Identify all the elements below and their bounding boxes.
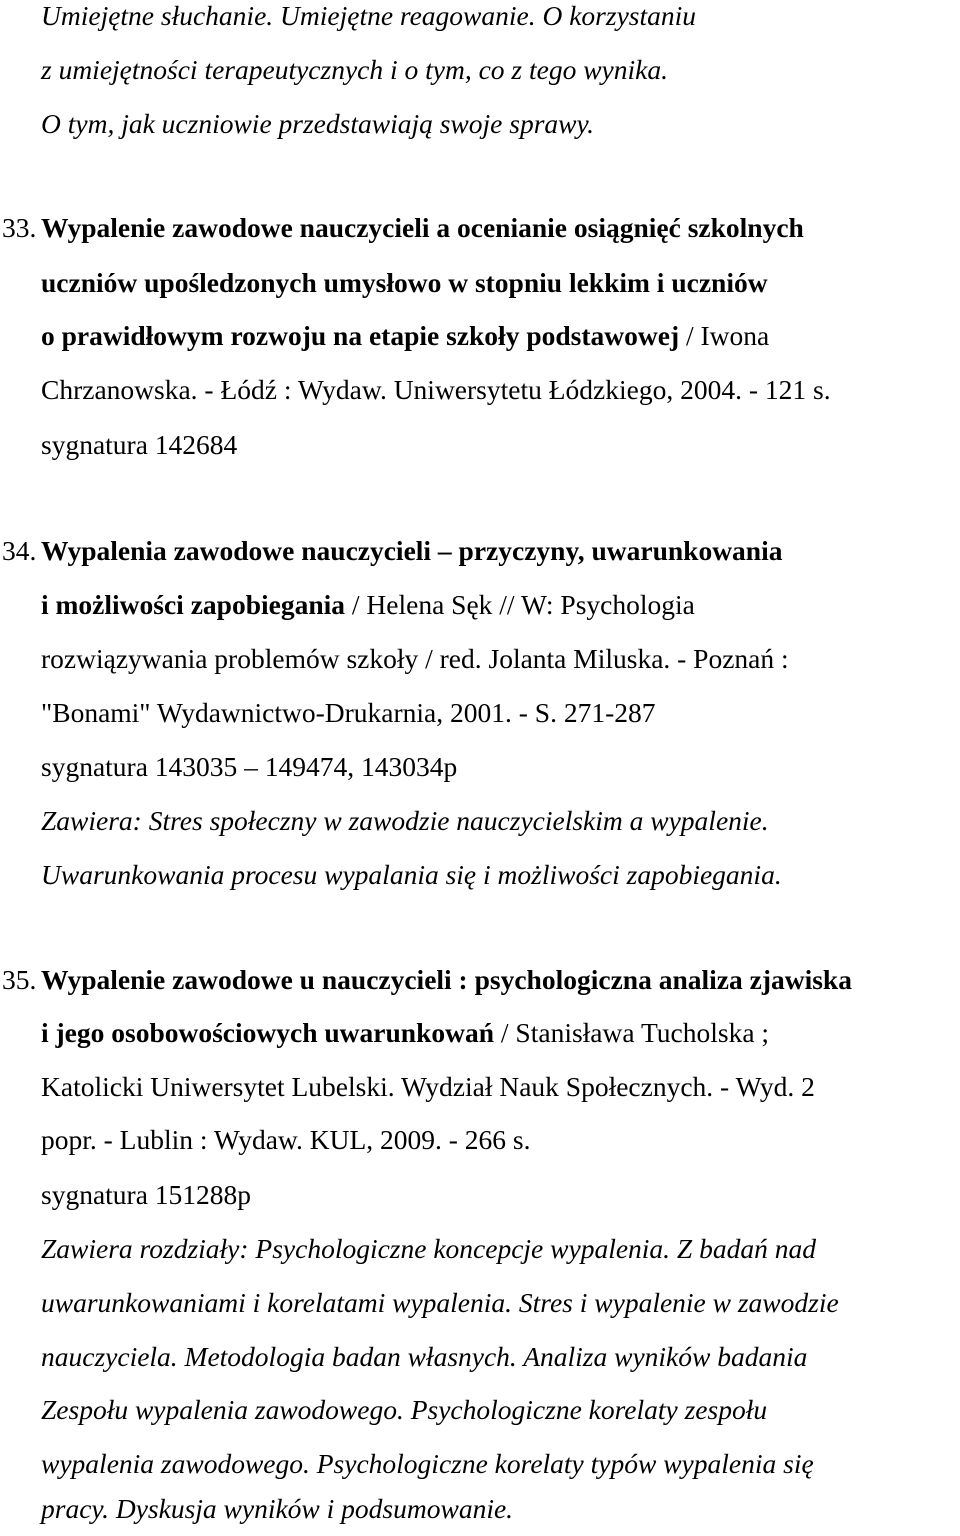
entry-title-line: uczniów upośledzonych umysłowo w stopniu lekkim i uczniów (41, 267, 768, 298)
entry-contents-line: Uwarunkowania procesu wypalania się i możliwości zapobiegania. (41, 859, 782, 890)
entry-contents-line: uwarunkowaniami i korelatami wypalenia. Stres i wypalenie w zawodzie (41, 1287, 839, 1318)
entry-signature: sygnatura 143035 – 149474, 143034p (41, 751, 458, 782)
entry-title-author-line (41, 578, 695, 632)
entry-number: 33. (2, 212, 37, 243)
entry-title-line: Wypalenie zawodowe u nauczycieli : psychologiczna analiza zjawiska (41, 964, 852, 995)
entry-signature: sygnatura 142684 (41, 429, 238, 460)
entry-author: / Helena Sęk // W: Psychologia (345, 589, 695, 620)
entry-title-line: i jego osobowościowych uwarunkowań (41, 1017, 495, 1048)
entry-description: Katolicki Uniwersytet Lubelski. Wydział Nauk Społecznych. - Wyd. 2 (41, 1071, 815, 1102)
entry-title-line: o prawidłowym rozwoju na etapie szkoły podstawowej (41, 320, 680, 351)
contents-line: z umiejętności terapeutycznych i o tym, co z tego wynika. (41, 54, 668, 85)
entry-contents-line: Zespołu wypalenia zawodowego. Psychologiczne korelaty zespołu (41, 1394, 768, 1425)
entry-author: / Iwona (679, 320, 770, 351)
entry-description: popr. - Lublin : Wydaw. KUL, 2009. - 266 s. (41, 1124, 531, 1155)
entry-signature: sygnatura 151288p (41, 1179, 252, 1210)
entry-title-author-line (41, 1006, 769, 1060)
entry-title-line: i możliwości zapobiegania (41, 589, 346, 620)
entry-title-line: Wypalenie zawodowe nauczycieli a ocenianie osiągnięć szkolnych (41, 212, 804, 243)
entry-contents-line: Zawiera rozdziały: Psychologiczne koncepcje wypalenia. Z badań nad (41, 1233, 816, 1264)
contents-line: Umiejętne słuchanie. Umiejętne reagowanie. O korzystaniu (41, 0, 697, 31)
entry-description: Chrzanowska. - Łódź : Wydaw. Uniwersytetu Łódzkiego, 2004. - 121 s. (41, 374, 831, 405)
entry-contents-line: pracy. Dyskusja wyników i podsumowanie. (41, 1493, 514, 1524)
entry-number: 34. (2, 535, 37, 566)
entry-contents-line: nauczyciela. Metodologia badan własnych. Analiza wyników badania (41, 1341, 808, 1372)
entry-contents-line: wypalenia zawodowego. Psychologiczne korelaty typów wypalenia się (41, 1448, 814, 1479)
entry-title-author-line (41, 309, 769, 363)
contents-line: O tym, jak uczniowie przedstawiają swoje sprawy. (41, 108, 595, 139)
entry-contents-line: Zawiera: Stres społeczny w zawodzie nauczycielskim a wypalenie. (41, 805, 769, 836)
entry-description: rozwiązywania problemów szkoły / red. Jolanta Miluska. - Poznań : (41, 643, 789, 674)
entry-title-line: Wypalenia zawodowe nauczycieli – przyczyny, uwarunkowania (41, 535, 783, 566)
entry-description: "Bonami" Wydawnictwo-Drukarnia, 2001. - S. 271-287 (41, 697, 656, 728)
entry-number: 35. (2, 964, 37, 995)
entry-author: / Stanisława Tucholska ; (494, 1017, 770, 1048)
